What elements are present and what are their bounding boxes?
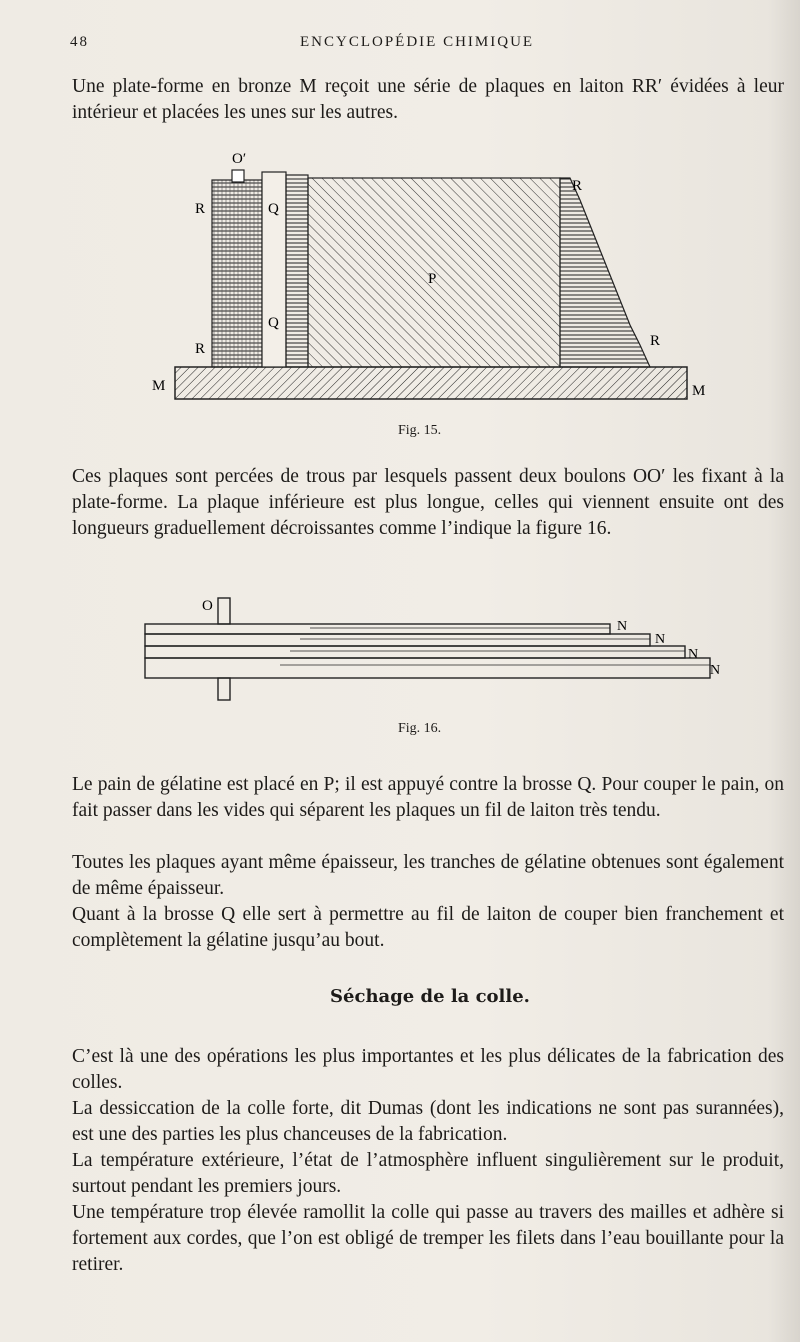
- label-q-bottom: Q: [268, 315, 279, 331]
- label-r-left-top: R: [195, 201, 206, 217]
- label-n4: N: [710, 663, 721, 678]
- plate-2: [145, 634, 650, 646]
- bolt-top: [218, 598, 230, 624]
- figure-15-caption: Fig. 15.: [398, 423, 442, 438]
- paragraph-brush: Quant à la brosse Q elle sert à permettre au fil de laiton de couper bien franchement et complètement la gélatine jusqu’au bout.: [72, 904, 784, 951]
- paragraph-dumas: La dessiccation de la colle forte, dit Dumas (dont les indications ne sont pas surannées), est une des parties les plus chanceuses de la fabrication.: [72, 1098, 784, 1145]
- bolt-o-prime: [232, 170, 244, 182]
- label-o-prime: O′: [232, 151, 247, 167]
- paragraph-intro: Une plate-forme en bronze M reçoit une série de plaques en laiton RR′ évidées à leur intérieur et placées les unes sur les autres.: [72, 76, 784, 123]
- figure-16: [140, 590, 730, 705]
- label-n3: N: [688, 647, 699, 662]
- paragraph-gelatine: Le pain de gélatine est placé en P; il est appuyé contre la brosse Q. Pour couper le pain, on fait passer dans les vides qui séparent les plaques un fil de laiton très tendu.: [72, 774, 784, 821]
- plate-stack-left: [212, 180, 262, 367]
- label-n2: N: [655, 632, 666, 647]
- paragraph-plates: Ces plaques sont percées de trous par lesquels passent deux boulons OO′ les fixant à la plate-forme. La plaque inférieure est plus longue, celles qui viennent ensuite ont des longueurs graduellement décroissantes comme l’indique la figure 16.: [72, 466, 784, 539]
- label-q-top: Q: [268, 201, 279, 217]
- plate-4: [145, 658, 710, 678]
- label-n1: N: [617, 619, 628, 634]
- paragraph-drying-intro: C’est là une des opérations les plus importantes et les plus délicates de la fabrication des colles.: [72, 1046, 784, 1093]
- running-title: ENCYCLOPÉDIE CHIMIQUE: [300, 34, 535, 50]
- paragraph-thickness: Toutes les plaques ayant même épaisseur, les tranches de gélatine obtenues sont également de même épaisseur.: [72, 852, 784, 899]
- label-p: P: [428, 271, 437, 287]
- section-title: Séchage de la colle.: [330, 986, 530, 1007]
- brush-bristles: [286, 175, 308, 367]
- label-m-right: M: [692, 383, 706, 399]
- plate-3: [145, 646, 685, 658]
- label-o: O: [202, 598, 213, 614]
- plate-stack-right: [560, 178, 650, 367]
- figure-16-caption: Fig. 16.: [398, 721, 442, 736]
- label-m-left: M: [152, 378, 166, 394]
- label-r-right-top: R: [572, 178, 583, 194]
- plate-1: [145, 624, 610, 634]
- figure-15: [140, 145, 720, 420]
- base-plate-m: [175, 367, 687, 399]
- bolt-bottom: [218, 678, 230, 700]
- paragraph-temperature: La température extérieure, l’état de l’atmosphère influent singulièrement sur le produit, surtout pendant les premiers jours.: [72, 1150, 784, 1197]
- label-r-left-bottom: R: [195, 341, 206, 357]
- page-number: 48: [70, 34, 89, 50]
- paragraph-high-temperature: Une température trop élevée ramollit la colle qui passe au travers des mailles et adhère si fortement aux cordes, que l’on est obligé de tremper les filets dans l’eau bouillante pour la retirer.: [72, 1202, 784, 1275]
- label-r-right-bottom: R: [650, 333, 661, 349]
- page-header: [70, 34, 790, 58]
